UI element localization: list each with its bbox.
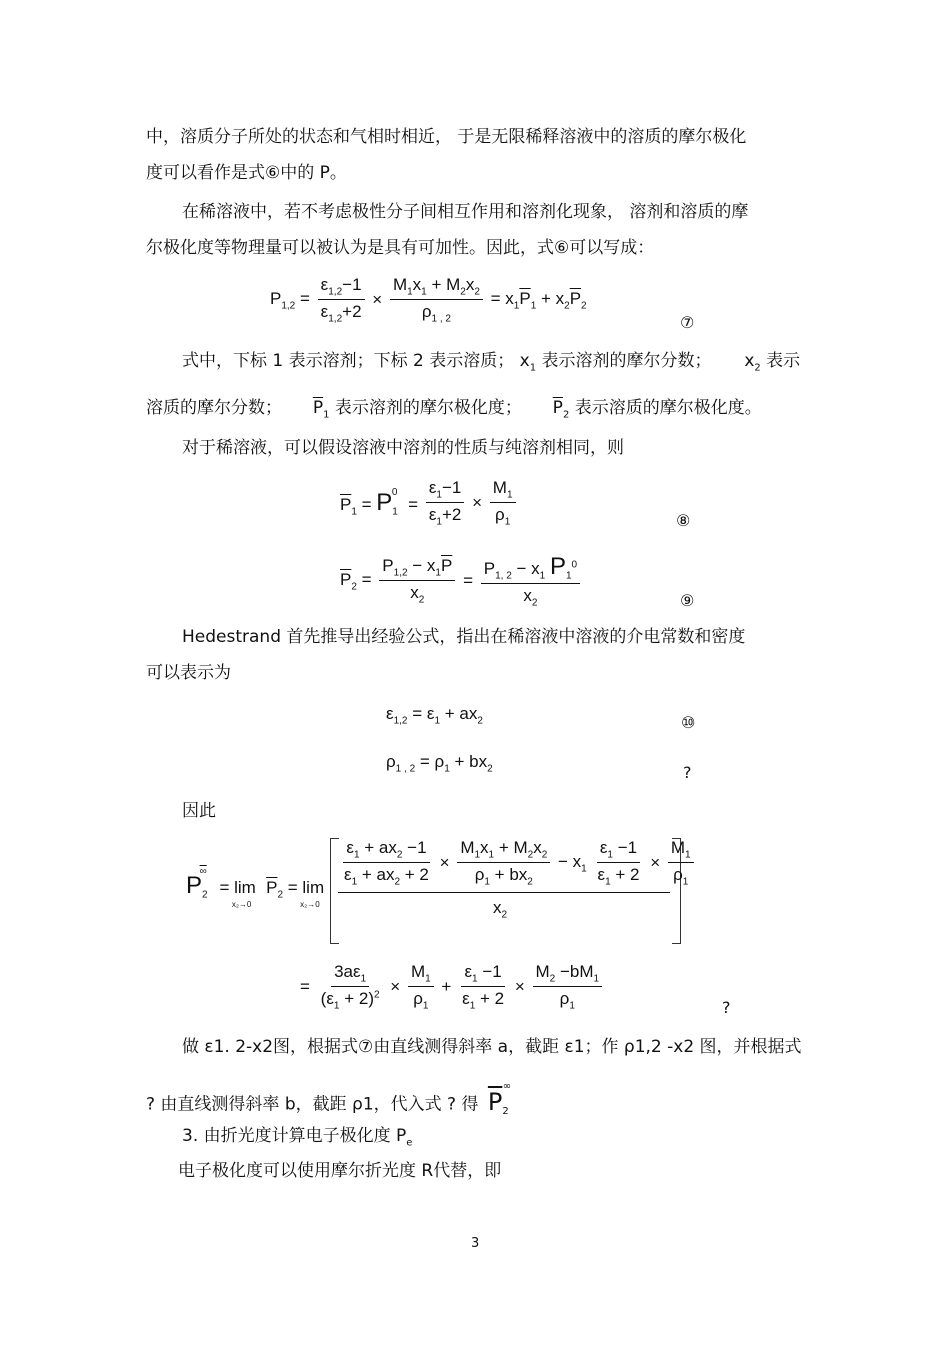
equation-number: ⑩ bbox=[681, 713, 696, 732]
fraction-bar bbox=[338, 892, 670, 893]
equation-9: $\overline{P}_2$ = $\frac{P_{1,2} - x_1\overline{P}}{x_2}$ = $\frac{P_{1, 2} - x_1 P_1^0}{x_2}$ bbox=[340, 553, 583, 609]
paragraph-line: 式中，下标 1 表示溶剂；下标 2 表示溶质； $x_1$ 表示溶剂的摩尔分数； $x_2$ 表示 bbox=[182, 351, 801, 374]
equation-number: ? bbox=[683, 763, 692, 782]
paragraph-line: 可以表示为 bbox=[146, 663, 231, 683]
equation-number: ⑨ bbox=[680, 591, 695, 610]
paragraph-line: 溶质的摩尔分数； $\overline{P}_1$ 表示溶剂的摩尔极化度； $\overline{P}_2$ 表示溶质的摩尔极化度。 bbox=[146, 398, 762, 421]
paragraph-line: ? 由直线测得斜率 b，截距 ρ1，代入式 ? 得 $\overline{P}_2^\infty$ bbox=[146, 1081, 512, 1118]
equation-10: $\varepsilon_{1,2} = \varepsilon_1 + ax_2$ bbox=[386, 704, 483, 727]
equation-12-result: = $\frac{3a\varepsilon_1}{(\varepsilon_1 + 2)^2}$ × $\frac{M_1}{\rho_1}$ + $\frac{\varepsilon_1 -1}{\varepsilon_1 + 2}$ × $\frac{M_2 -bM_1}{\rho_1}$ bbox=[300, 962, 605, 1012]
paragraph-line: 做 ε1. 2-x2图，根据式⑦由直线测得斜率 a，截距 ε1；作 ρ1,2 -x2 图，并根据式 bbox=[182, 1037, 802, 1057]
section-heading: 3. 由折光度计算电子极化度 $P_e$ bbox=[182, 1126, 413, 1149]
equation-number: ? bbox=[722, 998, 731, 1017]
equation-number: ⑧ bbox=[676, 511, 691, 530]
equation-8: $\overline{P}_1 = P_1^0$ = $\frac{\varepsilon_1-1}{\varepsilon_1+2}$ × $\frac{M_1}{\rho_1}$ bbox=[340, 478, 519, 528]
paragraph-line: 电子极化度可以使用摩尔折光度 R代替，即 bbox=[178, 1161, 502, 1181]
paragraph-line: 因此 bbox=[182, 801, 216, 821]
paragraph-line: 对于稀溶液，可以假设溶液中溶剂的性质与纯溶剂相同，则 bbox=[182, 438, 624, 458]
paragraph-line: Hedestrand 首先推导出经验公式，指出在稀溶液中溶液的介电常数和密度 bbox=[182, 627, 746, 647]
equation-number: ⑦ bbox=[680, 313, 695, 332]
paragraph-line: 度可以看作是式⑥中的 P。 bbox=[146, 163, 347, 183]
equation-12-lhs: $P_2^\infty = \lim_{x_2\to 0} \overline{P}_2 = \lim_{x_2\to 0}$ bbox=[186, 866, 325, 910]
page-number: 3 bbox=[471, 1236, 480, 1251]
equation-11: $\rho_{1 , 2} = \rho_1 + bx_2$ bbox=[386, 752, 493, 775]
paragraph-line: 中，溶质分子所处的状态和气相时相近， 于是无限稀释溶液中的溶质的摩尔极化 bbox=[146, 127, 747, 147]
equation-7: $P_{1,2}$ = $\frac{\varepsilon_{1,2}-1}{\varepsilon_{1,2}+2}$ × $\frac{M_1x_1 + M_2x_2}{\rho_{1 , 2}}$ = $x_1\overline{P}_1 + x_2\overline{P}_2$ bbox=[270, 275, 587, 325]
paragraph-line: 在稀溶液中，若不考虑极性分子间相互作用和溶剂化现象， 溶剂和溶质的摩 bbox=[182, 202, 749, 222]
equation-12-numerator: $\frac{\varepsilon_1 + ax_2 -1}{\varepsilon_1 + ax_2 + 2}$ × $\frac{M_1x_1 + M_2x_2}{\rho_1 + bx_2}$ − $x_1$ $\frac{\varepsilon_1 -1}{\varepsilon_1 + 2}$ × $\frac{M_1}{\rho_1}$ bbox=[338, 838, 697, 888]
equation-12-denominator: $x_2$ bbox=[493, 898, 508, 921]
paragraph-line: 尔极化度等物理量可以被认为是具有可加性。因此，式⑥可以写成： bbox=[146, 238, 655, 258]
